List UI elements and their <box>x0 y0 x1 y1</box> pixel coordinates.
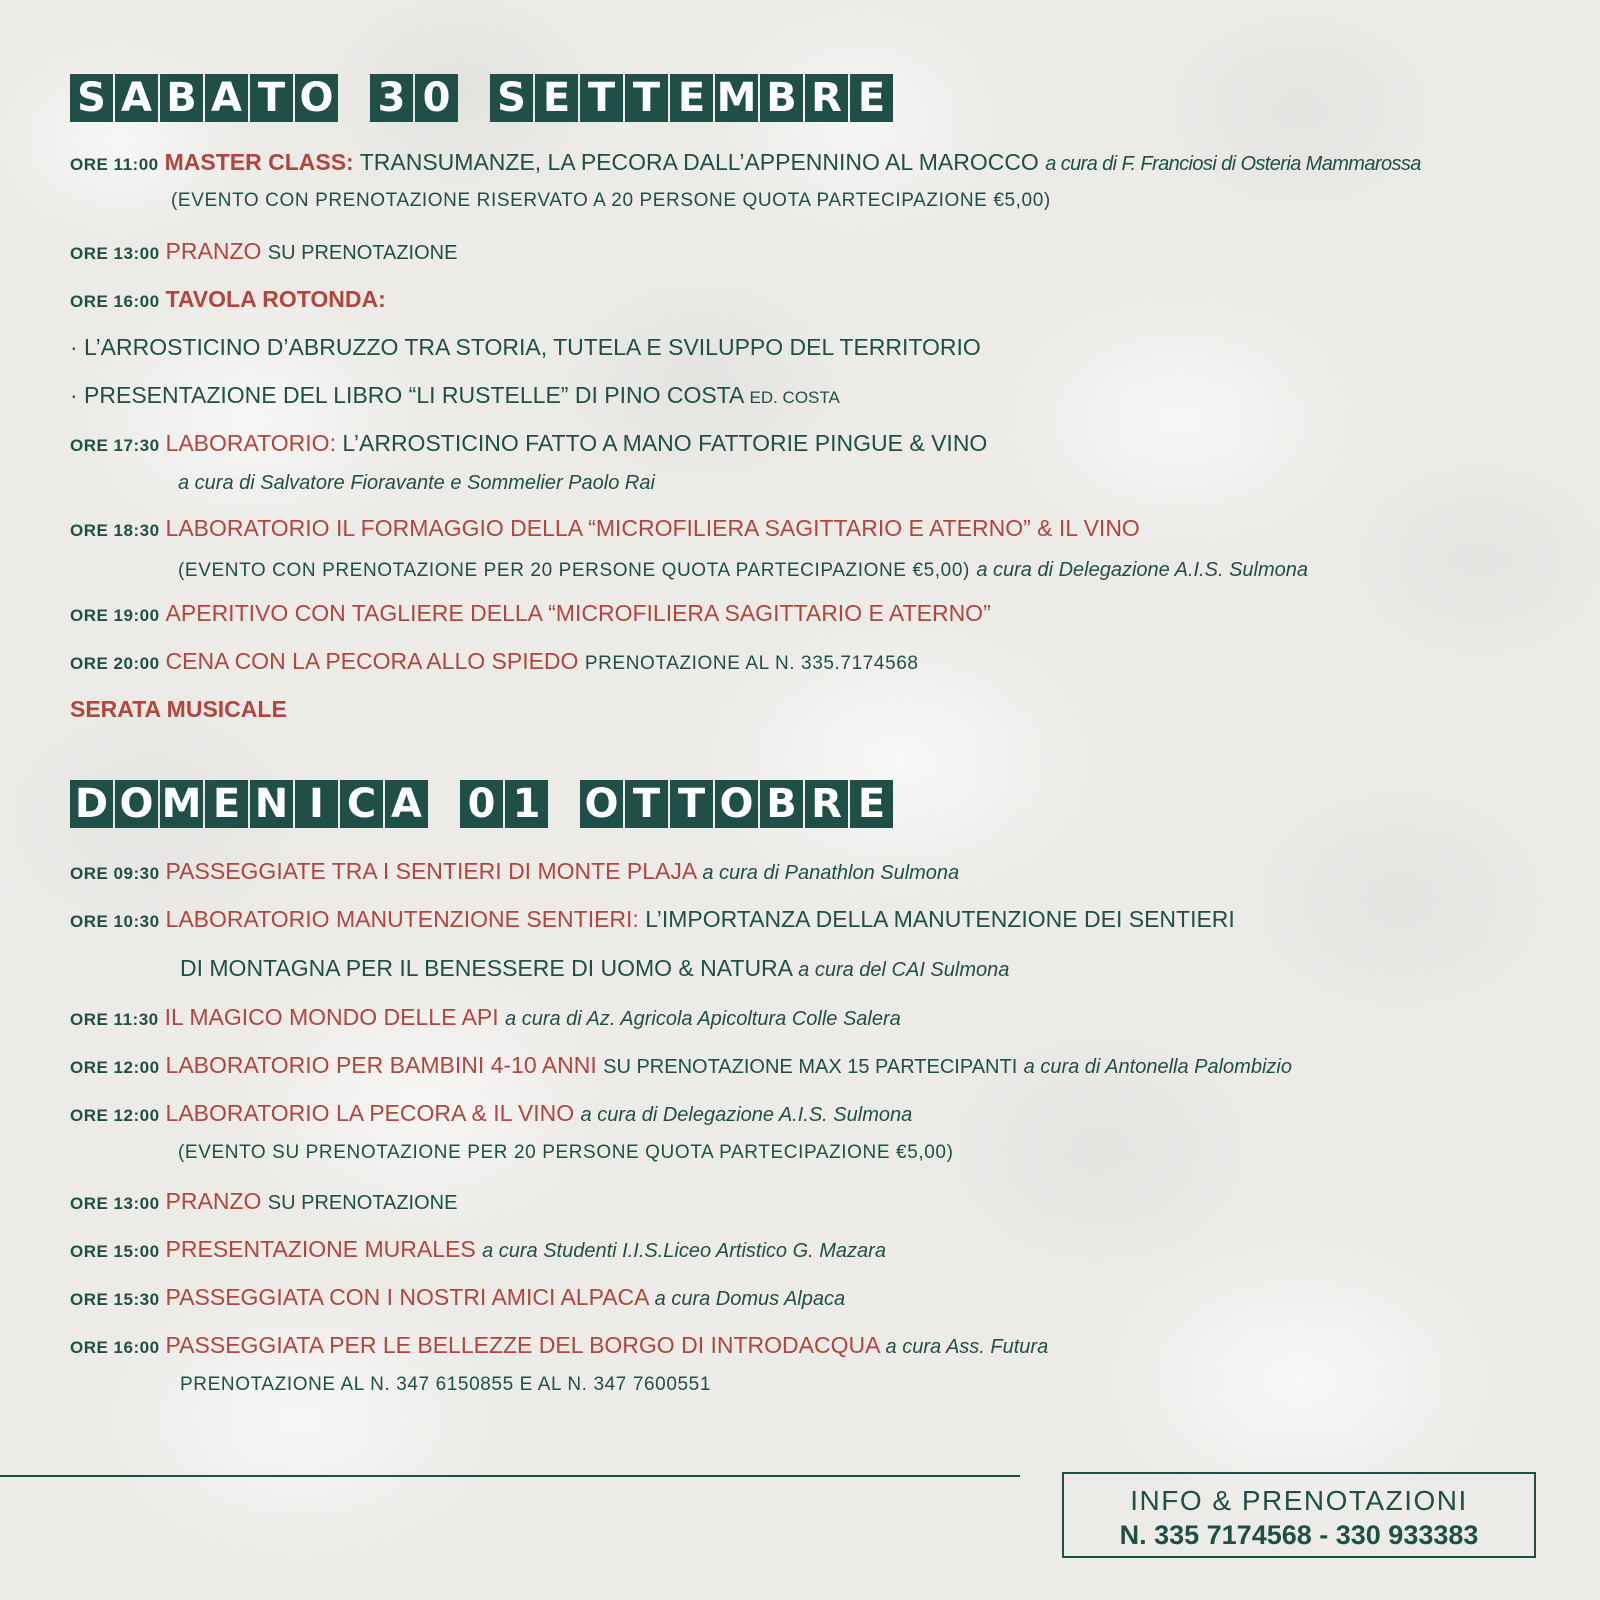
event-label: LABORATORIO: <box>165 430 336 456</box>
title-letter: C <box>340 780 383 828</box>
title-letter: E <box>850 74 893 122</box>
title-letter: O <box>115 780 158 828</box>
event-sub: (EVENTO CON PRENOTAZIONE RISERVATO A 20 PERSONE QUOTA PARTECIPAZIONE €5,00) <box>171 190 1051 211</box>
title-letter: A <box>205 74 248 122</box>
bullet-small: ED. COSTA <box>749 388 840 407</box>
event-cura: a cura di Az. Agricola Apicoltura Colle Salera <box>505 1008 901 1030</box>
event-label: PASSEGGIATE TRA I SENTIERI DI MONTE PLAJA <box>165 858 696 884</box>
event-cura: a cura del CAI Sulmona <box>798 959 1010 981</box>
title-letter: T <box>250 74 293 122</box>
footer-divider <box>0 1475 1020 1477</box>
event-label: LABORATORIO PER BAMBINI 4-10 ANNI <box>165 1052 597 1078</box>
event-row <box>70 598 991 631</box>
event-time: ORE 20:00 <box>70 654 160 673</box>
event-time: ORE 12:00 <box>70 1106 160 1125</box>
event-row <box>70 1050 1292 1083</box>
bullet-text: · PRESENTAZIONE DEL LIBRO “LI RUSTELLE” DI PINO COSTA <box>70 382 744 408</box>
title-letter: O <box>580 780 623 828</box>
title-word <box>70 780 428 828</box>
event-row <box>70 236 457 269</box>
event-desc: L’ARROSTICINO FATTO A MANO FATTORIE PINGUE & VINO <box>342 430 988 456</box>
title-letter: M <box>716 75 757 121</box>
event-desc: SU PRENOTAZIONE <box>267 1192 458 1214</box>
event-time: ORE 19:00 <box>70 606 160 625</box>
event-desc: PRENOTAZIONE AL N. 335.7174568 <box>584 653 919 674</box>
title-letter: 3 <box>370 74 413 122</box>
event-label: LABORATORIO IL FORMAGGIO DELLA “MICROFILIERA SAGITTARIO E ATERNO” & IL VINO <box>165 515 1140 541</box>
title-letter: T <box>625 74 668 122</box>
title-word <box>370 74 458 122</box>
event-cont: DI MONTAGNA PER IL BENESSERE DI UOMO & NATURA <box>180 955 792 981</box>
event-label: PRANZO <box>165 238 262 264</box>
event-cont-row <box>180 953 1009 985</box>
title-letter: R <box>805 780 848 828</box>
event-label: LABORATORIO MANUTENZIONE SENTIERI: <box>165 906 639 932</box>
event-cura: a cura di Delegazione A.I.S. Sulmona <box>976 559 1308 581</box>
event-sub: (EVENTO SU PRENOTAZIONE PER 20 PERSONE QUOTA PARTECIPAZIONE €5,00) <box>178 1142 954 1163</box>
title-letter: T <box>580 74 623 122</box>
event-time: ORE 11:30 <box>70 1010 159 1029</box>
event-label: TAVOLA ROTONDA: <box>165 286 386 312</box>
serata-musicale: SERATA MUSICALE <box>70 696 287 722</box>
event-cura: a cura di Antonella Palombizio <box>1023 1056 1292 1078</box>
saturday-title <box>70 74 893 122</box>
event-row <box>70 513 1140 546</box>
event-desc: TRANSUMANZE, LA PECORA DALL’APPENNINO AL MAROCCO <box>359 149 1039 175</box>
event-row <box>70 1186 457 1219</box>
title-letter: T <box>625 780 668 828</box>
title-word <box>580 780 893 828</box>
event-desc: SU PRENOTAZIONE MAX 15 PARTECIPANTI <box>603 1056 1018 1078</box>
title-letter: 0 <box>460 780 503 828</box>
event-cura: a cura Ass. Futura <box>885 1336 1049 1358</box>
event-label: PRANZO <box>165 1188 262 1214</box>
event-time: ORE 15:00 <box>70 1242 160 1261</box>
title-letter: D <box>70 780 113 828</box>
event-label: PRESENTAZIONE MURALES <box>165 1236 476 1262</box>
event-label: CENA CON LA PECORA ALLO SPIEDO <box>165 648 579 674</box>
title-letter: E <box>205 780 248 828</box>
event-desc: L’IMPORTANZA DELLA MANUTENZIONE DEI SENTIERI <box>645 906 1235 932</box>
event-time: ORE 09:30 <box>70 864 160 883</box>
title-word <box>70 74 338 122</box>
event-cura: a cura di F. Franciosi di Osteria Mammarossa <box>1045 153 1421 175</box>
event-row <box>70 904 1235 937</box>
event-label: MASTER CLASS: <box>164 149 354 175</box>
event-time: ORE 16:00 <box>70 292 160 311</box>
event-row <box>70 428 987 461</box>
event-row <box>70 284 386 317</box>
title-letter: 0 <box>415 74 458 122</box>
title-letter: E <box>535 74 578 122</box>
title-letter: B <box>160 74 203 122</box>
event-label: PASSEGGIATA CON I NOSTRI AMICI ALPACA <box>165 1284 649 1310</box>
event-label: APERITIVO CON TAGLIERE DELLA “MICROFILIERA SAGITTARIO E ATERNO” <box>165 600 991 626</box>
title-letter: S <box>490 74 533 122</box>
event-cura: a cura di Salvatore Fioravante e Sommelier Paolo Rai <box>178 472 655 494</box>
event-time: ORE 12:00 <box>70 1058 160 1077</box>
title-letter: O <box>295 74 338 122</box>
info-box <box>1062 1472 1536 1558</box>
info-title: INFO & PRENOTAZIONI <box>1130 1485 1468 1516</box>
event-row <box>70 1330 1048 1363</box>
title-letter: E <box>670 74 713 122</box>
title-letter: B <box>760 74 803 122</box>
event-sub: PRENOTAZIONE AL N. 347 6150855 E AL N. 347 7600551 <box>180 1374 711 1395</box>
event-time: ORE 13:00 <box>70 1194 160 1213</box>
event-label: LABORATORIO LA PECORA & IL VINO <box>165 1100 575 1126</box>
event-row <box>70 646 919 679</box>
bullet-item <box>70 380 840 413</box>
title-letter: 1 <box>505 780 548 828</box>
event-time: ORE 15:30 <box>70 1290 160 1309</box>
event-time: ORE 16:00 <box>70 1338 160 1357</box>
event-time: ORE 18:30 <box>70 521 160 540</box>
event-cura: a cura di Delegazione A.I.S. Sulmona <box>580 1104 913 1126</box>
title-letter: O <box>715 780 758 828</box>
event-row <box>70 1282 845 1315</box>
title-letter: M <box>161 781 202 827</box>
title-letter: R <box>805 74 848 122</box>
event-row <box>70 1234 886 1267</box>
event-row <box>70 1098 912 1131</box>
event-cura: a cura Studenti I.I.S.Liceo Artistico G. Mazara <box>482 1240 886 1262</box>
event-row <box>70 856 959 889</box>
title-letter: A <box>385 780 428 828</box>
title-letter: I <box>295 780 338 828</box>
event-sub-row <box>178 553 1308 586</box>
bullet-item: · L’ARROSTICINO D’ABRUZZO TRA STORIA, TUTELA E SVILUPPO DEL TERRITORIO <box>70 334 981 360</box>
title-letter: T <box>670 780 713 828</box>
title-word <box>490 74 893 122</box>
event-time: ORE 11:00 <box>70 155 159 174</box>
event-label: PASSEGGIATA PER LE BELLEZZE DEL BORGO DI INTRODACQUA <box>165 1332 880 1358</box>
event-time: ORE 10:30 <box>70 912 160 931</box>
info-phones: N. 335 7174568 - 330 933383 <box>1119 1520 1479 1550</box>
title-letter: A <box>115 74 158 122</box>
title-letter: B <box>760 780 803 828</box>
event-time: ORE 13:00 <box>70 244 160 263</box>
event-time: ORE 17:30 <box>70 436 160 455</box>
event-cura: a cura di Panathlon Sulmona <box>702 862 960 884</box>
event-row <box>70 1002 901 1035</box>
event-row <box>70 147 1421 180</box>
title-word <box>460 780 548 828</box>
title-letter: E <box>850 780 893 828</box>
event-desc: SU PRENOTAZIONE <box>267 242 458 264</box>
title-letter: S <box>70 74 113 122</box>
sunday-title <box>70 780 893 828</box>
event-label: IL MAGICO MONDO DELLE API <box>164 1004 499 1030</box>
title-letter: N <box>250 780 293 828</box>
event-sub: (EVENTO CON PRENOTAZIONE PER 20 PERSONE QUOTA PARTECIPAZIONE €5,00) <box>178 560 970 581</box>
event-cura: a cura Domus Alpaca <box>654 1288 846 1310</box>
